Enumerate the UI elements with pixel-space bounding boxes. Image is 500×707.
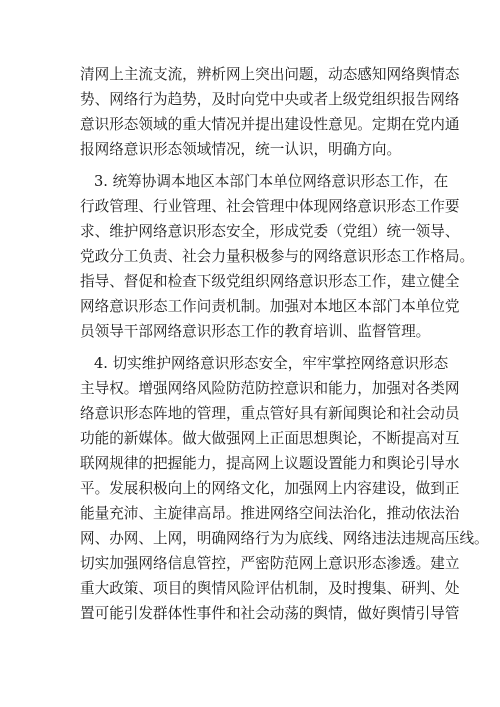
document-body xyxy=(80,62,489,626)
text-line: 4. 切实维护网络意识形态安全，牢牢掌控网络意识形态 xyxy=(94,355,449,372)
text-line: 3. 统筹协调本地区本部门本单位网络意识形态工作，在 xyxy=(94,173,449,190)
text-line: 指导、督促和检查下级党组织网络意识形态工作，建立健全 xyxy=(80,273,460,290)
text-line: 网络意识形态工作问责机制。加强对本地区本部门本单位党 xyxy=(80,298,460,315)
text-line: 置可能引发群体性事件和社会动荡的舆情，做好舆情引导管 xyxy=(80,605,460,622)
text-line: 求、维护网络意识形态安全，形成党委（党组）统一领导、 xyxy=(80,223,460,240)
text-line: 清网上主流支流，辨析网上突出问题，动态感知网络舆情态 xyxy=(80,66,460,83)
text-line: 行政管理、行业管理、社会管理中体现网络意识形态工作要 xyxy=(80,198,460,215)
text-line: 员领导干部网络意识形态工作的教育培训、监督管理。 xyxy=(80,323,431,340)
text-line: 主导权。增强网络风险防范防控意识和能力，加强对各类网 xyxy=(80,380,460,397)
text-line: 络意识形态阵地的管理，重点管好具有新闻舆论和社会动员 xyxy=(80,405,460,422)
text-line: 切实加强网络信息管控，严密防范网上意识形态渗透。建立 xyxy=(80,555,460,572)
paragraph-2 xyxy=(80,169,475,344)
text-line: 网、办网、上网，明确网络行为为底线、网络违法违规高压线。 xyxy=(80,530,489,547)
text-line: 意识形态领域的重大情况并提出建设性意见。定期在党内通 xyxy=(80,116,460,133)
text-line: 能量充沛、主旋律高昂。推进网络空间法治化，推动依法治 xyxy=(80,505,460,522)
text-line: 报网络意识形态领域情况，统一认识，明确方向。 xyxy=(80,141,402,158)
text-line: 党政分工负责、社会力量积极参与的网络意识形态工作格局。 xyxy=(80,248,475,265)
text-line: 联网规律的把握能力，提高网上议题设置能力和舆论引导水 xyxy=(80,455,460,472)
text-line: 势、网络行为趋势，及时向党中央或者上级党组织报告网络 xyxy=(80,91,460,108)
text-line: 功能的新媒体。做大做强网上正面思想舆论，不断提高对互 xyxy=(80,430,460,447)
text-line: 平。发展积极向上的网络文化，加强网上内容建设，做到正 xyxy=(80,480,460,497)
paragraph-1 xyxy=(80,62,460,162)
paragraph-3 xyxy=(80,351,489,626)
text-line: 重大政策、项目的舆情风险评估机制，及时搜集、研判、处 xyxy=(80,580,460,597)
